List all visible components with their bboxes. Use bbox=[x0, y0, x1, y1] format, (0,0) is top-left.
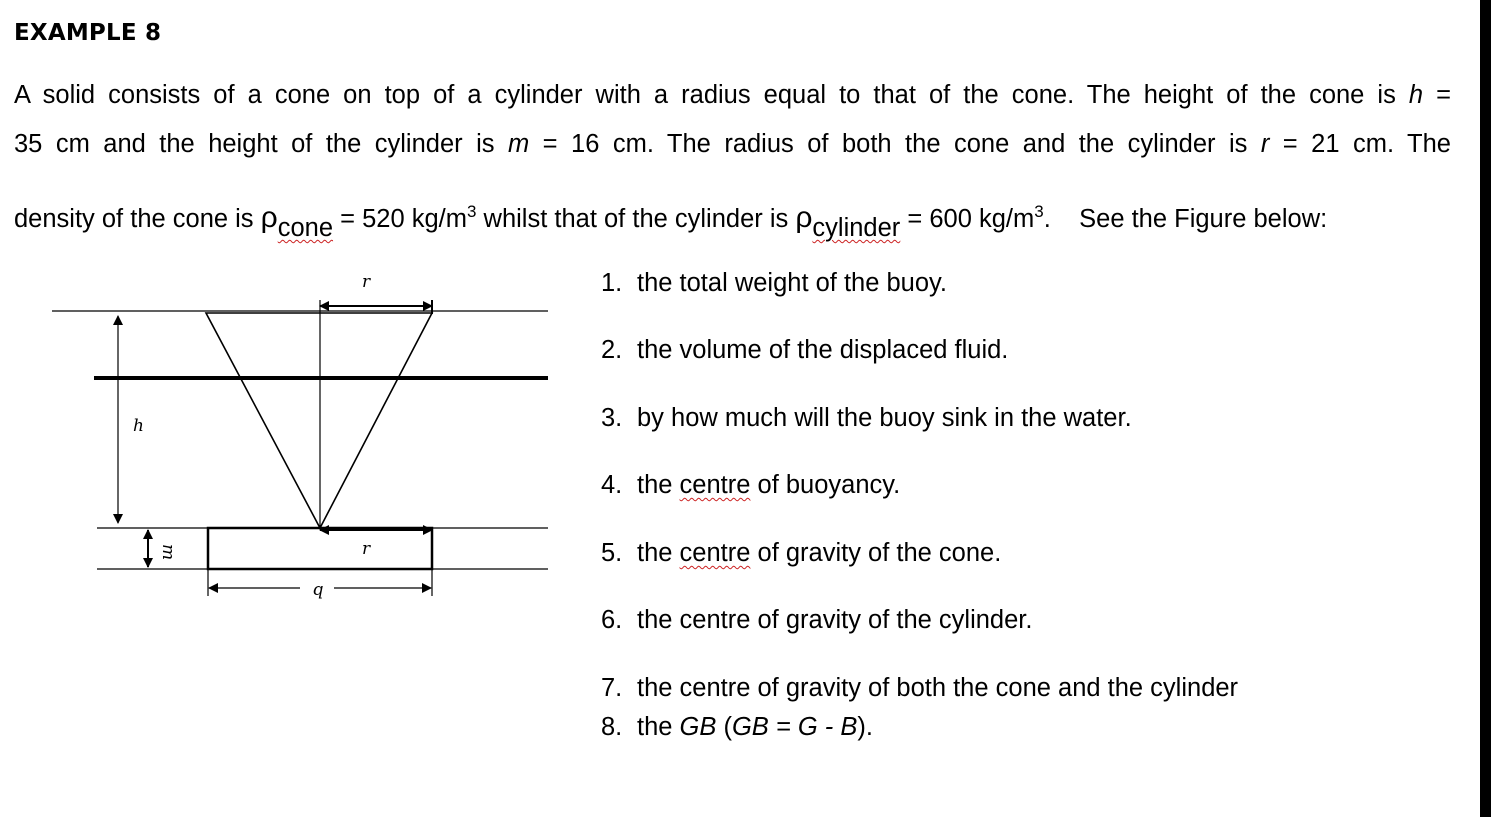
label-r-top: r bbox=[362, 272, 371, 292]
subscript-cylinder: cylinder bbox=[812, 214, 901, 242]
list-item: 4. the centre of buoyancy. bbox=[601, 471, 901, 499]
list-item: 1. the total weight of the buoy. bbox=[601, 269, 947, 297]
label-b: b bbox=[312, 581, 324, 601]
list-item: 3. by how much will the buoy sink in the water. bbox=[601, 404, 1132, 432]
paragraph-line-2: 35 cm and the height of the cylinder is m = 16 cm. The radius of both the cone and the cylinder is r = 21 cm. The bbox=[14, 130, 1451, 158]
cone-shape bbox=[206, 313, 432, 528]
right-edge-bar bbox=[1480, 0, 1491, 817]
list-item: 5. the centre of gravity of the cone. bbox=[601, 539, 1002, 567]
paragraph-line-3: density of the cone is ρcone = 520 $kg/m^3$ whilst that of the cylinder is ρcylinder = 600 $kg/m^3$. See the Figure below: bbox=[14, 201, 1328, 242]
label-h: h bbox=[133, 416, 144, 436]
label-m: m bbox=[158, 543, 178, 561]
list-item: 8. the GB (GB = G - B). bbox=[601, 713, 873, 741]
cylinder-shape bbox=[208, 528, 432, 569]
list-item: 2. the volume of the displaced fluid. bbox=[601, 336, 1009, 364]
list-item: 7. the centre of gravity of both the cone and the cylinder bbox=[601, 674, 1239, 702]
rho-symbol: ρ bbox=[795, 201, 813, 234]
example-heading: EXAMPLE 8 bbox=[14, 20, 162, 46]
label-r-bottom: r bbox=[362, 539, 371, 559]
rho-symbol: ρ bbox=[260, 201, 278, 234]
buoy-figure bbox=[0, 0, 560, 620]
list-item: 6. the centre of gravity of the cylinder. bbox=[601, 606, 1033, 634]
paragraph-line-1: A solid consists of a cone on top of a cylinder with a radius equal to that of the cone. The height of the cone is h = bbox=[14, 81, 1451, 109]
subscript-cone: cone bbox=[277, 214, 334, 242]
